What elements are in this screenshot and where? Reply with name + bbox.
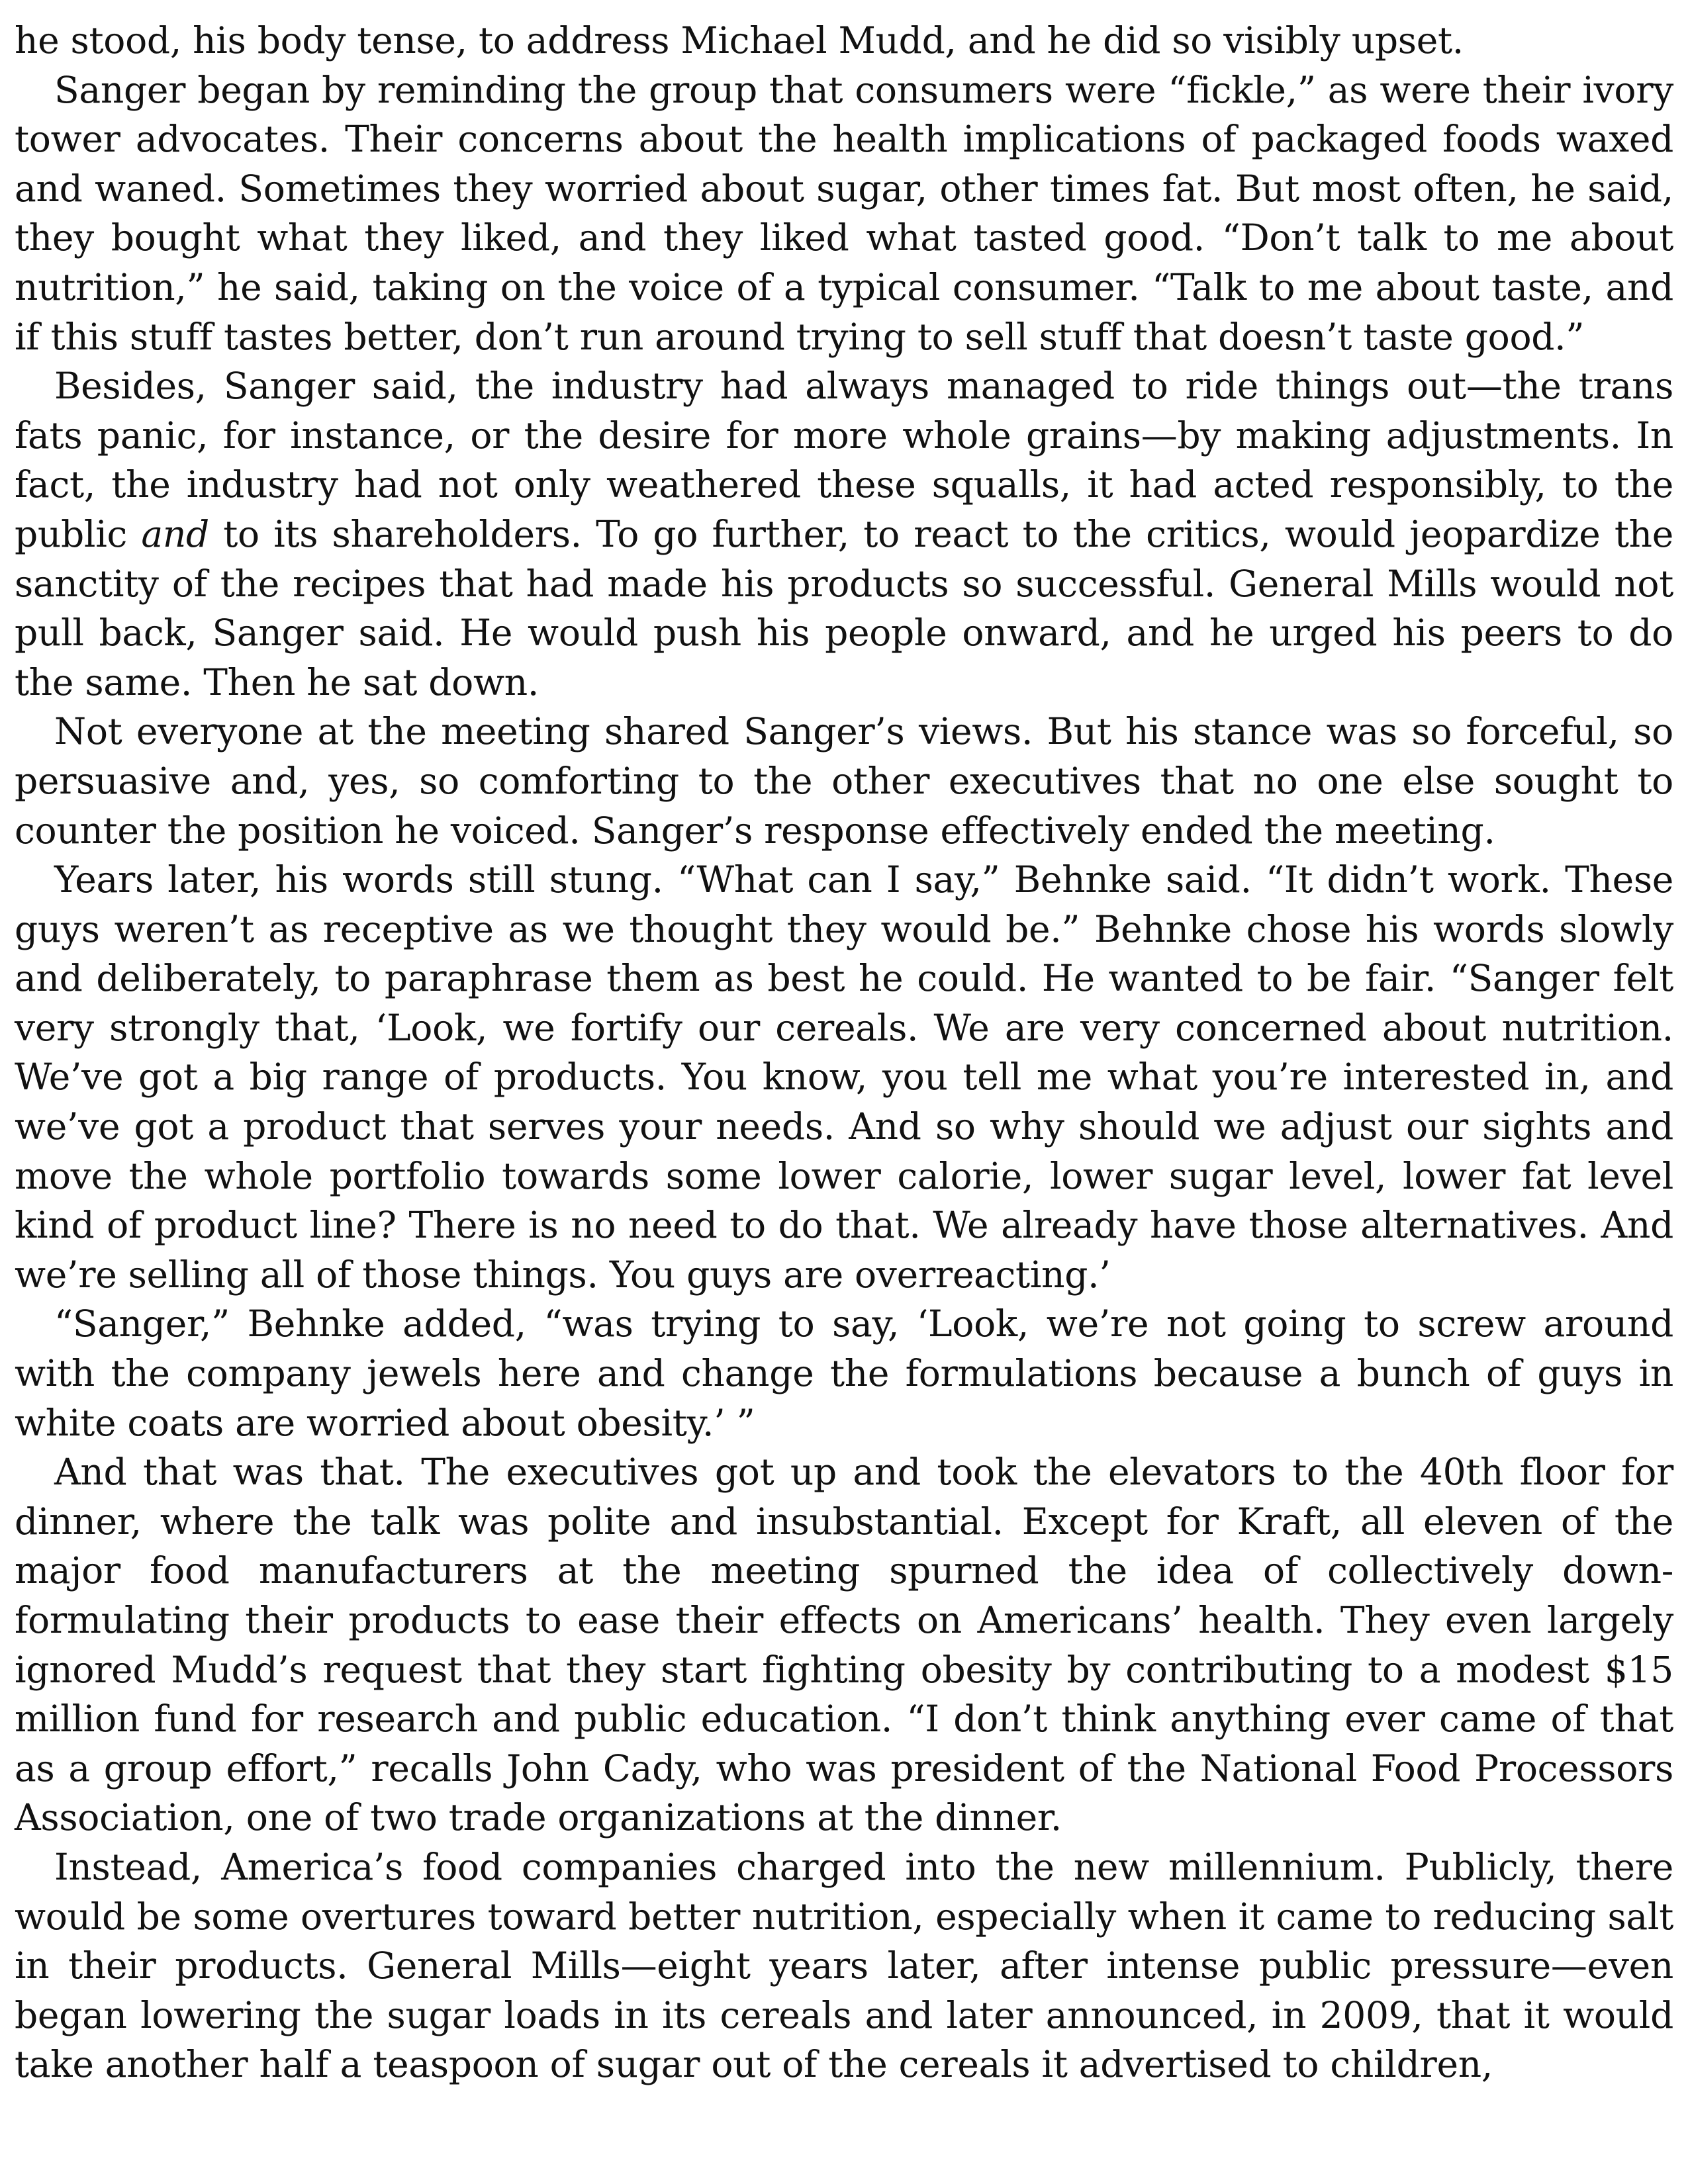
text-segment: Sanger began by reminding the group that consumers were “fickle,” as were their ivory tower advocates. Their concerns about the health implications of packaged foods waxed and waned. Sometimes they worried about sugar, other times fat. But most often, he said, they bought what they liked, and they liked what tasted good. “Don’t talk to me about nutrition,” he said, taking on the voice of a typical consumer. “Talk to me about taste, and if this stuff tastes better, don’t run around trying to sell stuff that doesn’t taste good.” xyxy=(15,68,1673,358)
paragraph-industry-adjustments xyxy=(15,361,1673,707)
paragraph-sanger-fickle-consumers xyxy=(15,66,1673,362)
paragraph-dinner-outcome xyxy=(15,1447,1673,1843)
italic-text-segment: and xyxy=(141,512,209,555)
paragraph-company-jewels-quote xyxy=(15,1299,1673,1447)
text-segment: he stood, his body tense, to address Michael Mudd, and he did so visibly upset. xyxy=(15,19,1464,62)
paragraph-new-millennium xyxy=(15,1843,1673,2089)
paragraph-continued xyxy=(15,16,1673,66)
paragraph-meeting-ended xyxy=(15,707,1673,855)
text-segment: And that was that. The executives got up and took the elevators to the 40th floor for dinner, where the talk was polite and insubstantial. Except for Kraft, all eleven of the major food manufacturers at the meeting spurned the idea of collectively down-formulating their products to ease their effects on Americans’ health. They even largely ignored Mudd’s request that they start fighting obesity by contributing to a modest $15 million fund for research and public education. “I don’t think anything ever came of that as a group effort,” recalls John Cady, who was president of the National Food Processors Association, one of two trade organizations at the dinner. xyxy=(15,1451,1673,1839)
text-segment: Years later, his words still stung. “What can I say,” Behnke said. “It didn’t work. These guys weren’t as receptive as we thought they would be.” Behnke chose his words slowly and deliberately, to paraphrase them as best he could. He wanted to be fair. “Sanger felt very strongly that, ‘Look, we fortify our cereals. We are very concerned about nutrition. We’ve got a big range of products. You know, you tell me what you’re interested in, and we’ve got a product that serves your needs. And so why should we adjust our sights and move the whole portfolio towards some lower calorie, lower sugar level, lower fat level kind of product line? There is no need to do that. We already have those alternatives. And we’re selling all of those things. You guys are overreacting.’ xyxy=(15,858,1673,1296)
text-segment: Besides, Sanger said, the industry had always managed to ride things out—the trans fats panic, for instance, or the desire for more whole grains—by making adjustments. In fact, the industry had not only weathered these squalls, it had acted responsibly, to the public xyxy=(15,365,1673,555)
text-segment: Instead, America’s food companies charged into the new millennium. Publicly, there would be some overtures toward better nutrition, especially when it came to reducing salt in their products. General Mills—eight years later, after intense public pressure—even began lowering the sugar loads in its cereals and later announced, in 2009, that it would take another half a teaspoon of sugar out of the cereals it advertised to children, xyxy=(15,1845,1673,2086)
paragraph-behnke-recollection xyxy=(15,855,1673,1299)
text-segment: Not everyone at the meeting shared Sanger’s views. But his stance was so forceful, so persuasive and, yes, so comforting to the other executives that no one else sought to counter the position he voiced. Sanger’s response effectively ended the meeting. xyxy=(15,710,1673,852)
text-segment: to its shareholders. To go further, to react to the critics, would jeopardize the sanctity of the recipes that had made his products so successful. General Mills would not pull back, Sanger said. He would push his people onward, and he urged his peers to do the same. Then he sat down. xyxy=(15,512,1673,704)
text-segment: “Sanger,” Behnke added, “was trying to say, ‘Look, we’re not going to screw around with the company jewels here and change the formulations because a bunch of guys in white coats are worried about obesity.’ ” xyxy=(15,1302,1673,1444)
